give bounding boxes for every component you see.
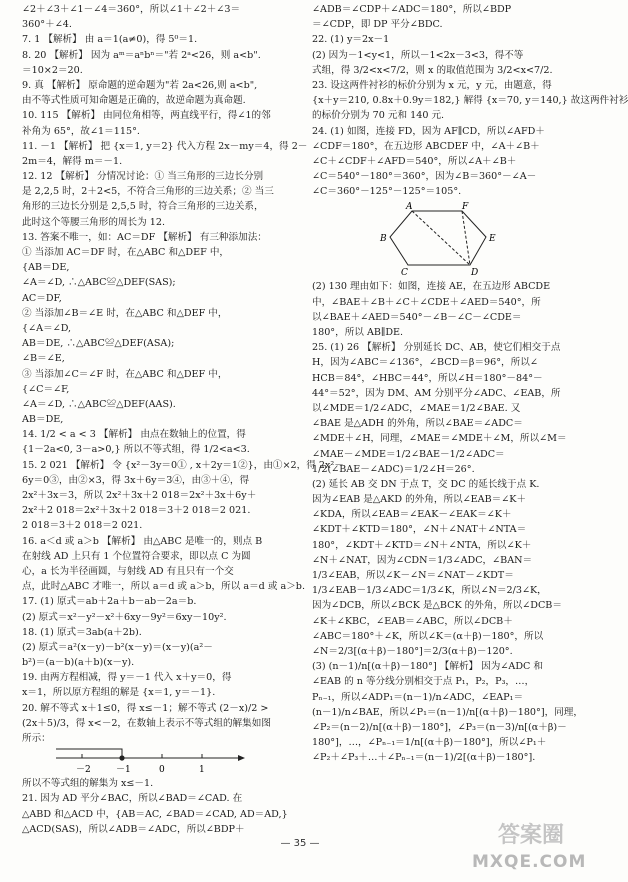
text-line: 因为∠EAB 是△AKD 的外角，所以∠EAB＝∠K＋ bbox=[312, 494, 527, 506]
text-line: {x＋y＝210, 0.8x＋0.9y＝182,} 解得 {x＝70, y＝140,} 故这两件衬衫 bbox=[312, 95, 628, 107]
text-line: b²)＝(a－b)(a＋b)(x－y). bbox=[22, 657, 135, 669]
text-line: 10. 115 【解析】 由同位角相等，两直线平行，得∠1的邻 bbox=[22, 110, 271, 122]
text-line: 因为∠DCB，所以∠BCK 是△BCK 的外角，所以∠DCB＝ bbox=[312, 600, 562, 612]
text-line: 22. (1) y＝2x－1 bbox=[312, 34, 390, 46]
text-line: 21. 因为 AD 平分∠BAC，所以∠BAD＝∠CAD. 在 bbox=[22, 793, 243, 805]
text-line: 24. (1) 如图，连接 FD，因为 AF∥CD，所以∠AFD＋ bbox=[312, 125, 545, 137]
text-line: 180°，所以 AB∥DE. bbox=[312, 327, 404, 338]
text-line: (2) 原式＝x²－y²－x²＋6xy－9y²＝6xy－10y². bbox=[22, 611, 227, 623]
text-line: ② 当添加∠B＝∠E 时，在△ABC 和△DEF 中， bbox=[22, 307, 228, 319]
vertex-label: E bbox=[489, 234, 496, 245]
text-line: ∠MAE－∠MDE＝1/2∠BAE－1/2∠ADC＝ bbox=[312, 448, 505, 460]
tick-label: －2 bbox=[76, 765, 91, 776]
text-line: {1－2a<0, 3－a>0,} 所以不等式组，得 1/2<a<3. bbox=[22, 444, 250, 456]
text-line: H，因为∠ABC＝∠136°，∠BCD＝β＝96°，所以∠ bbox=[312, 357, 538, 369]
text-line: 13. 答案不唯一，如：AC＝DF 【解析】 有三种添加法： bbox=[22, 231, 267, 243]
hexagon-diagram-svg bbox=[374, 201, 514, 277]
text-line: 2 018＝3＋2 018＝2 021. bbox=[22, 520, 143, 532]
text-line: (2) 原式＝a²(x－y)－b²(x－y)＝(x－y)(a²－ bbox=[22, 641, 213, 653]
text-line: 7. 1 【解析】 由 a＝1(a≠0)，得 5⁰＝1. bbox=[22, 34, 198, 46]
text-line: (3) (n－1)/n[(α＋β)－180°] 【解析】 因为∠ADC 和 bbox=[312, 661, 544, 673]
left-column bbox=[22, 2, 344, 837]
text-line: ＝∠CDP，即 DP 平分∠BDC. bbox=[312, 19, 443, 31]
text-line: ∠KDA，所以∠EAB＝∠EAK－∠EAK＝∠K＋ bbox=[312, 509, 512, 521]
text-line: ∠P₂＋∠P₃＋…＋∠Pₙ₋₁＝(n－1)/2[(α＋β)－180°]. bbox=[312, 752, 536, 764]
text-line: ∠N＋∠NAT，因为∠CDN＝1/3∠ADC，∠BAN＝ bbox=[312, 554, 533, 566]
vertex-label: C bbox=[401, 268, 408, 279]
text-line: 角形的三边长分别是 2,5,5 时，符合三角形的三边关系， bbox=[22, 201, 264, 213]
text-line: ∠MDE＋∠H，同理，∠MAE＝∠MDE＋∠M，所以∠M＝ bbox=[312, 433, 567, 445]
text-line: 18. (1) 原式＝3ab(a＋2b). bbox=[22, 626, 142, 638]
text-line: 12. 12 【解析】 分情况讨论：① 当三角形的三边长分别 bbox=[22, 171, 264, 183]
text-line: 所示： bbox=[22, 733, 51, 744]
number-line-figure bbox=[22, 746, 290, 776]
text-line: 心，a 长为半径画圆，与射线 AD 有且只有一个交 bbox=[22, 565, 234, 577]
tick-label: 0 bbox=[159, 765, 165, 776]
text-line: AB＝DE, ∴△ABC≌△DEF(ASA); bbox=[22, 338, 175, 350]
text-line: (n－1)/n∠BAE，所以∠P₁＝(n－1)/n[(α＋β)－180°]，同理， bbox=[312, 706, 583, 718]
tick-label: 1 bbox=[199, 765, 205, 776]
text-line: 23. 设这两件衬衫的标价分别为 x 元，y 元，由题意，得 bbox=[312, 79, 552, 91]
text-line: 是 2,2,5 时，2＋2<5，不符合三角形的三边关系；② 当三 bbox=[22, 186, 274, 198]
number-line-svg bbox=[52, 746, 252, 776]
text-line: (2) 130 理由如下：如图，连接 AE，在五边形 ABCDE bbox=[312, 281, 551, 293]
text-line: 20. 解不等式 x＋1≤0，得 x≤－1；解不等式 (2－x)/2 > bbox=[22, 702, 269, 714]
text-line: 1/3∠EAB，所以∠K－∠N＝∠NAT－∠KDT＝ bbox=[312, 570, 514, 581]
text-line: ∠C＝360°－125°－125°＝105°. bbox=[312, 186, 462, 198]
text-line: {∠C＝∠F, bbox=[22, 383, 70, 395]
text-line: ∠A＝∠D, ∴△ABC≌△DEF(AAS). bbox=[22, 398, 176, 410]
text-line: ∠2＋∠3＋∠1－∠4＝360°，所以∠1＋∠2＋∠3＝ bbox=[22, 4, 241, 15]
vertex-label: A bbox=[406, 202, 413, 213]
text-line: AB＝DE, bbox=[22, 414, 64, 426]
text-line: ∠P₂＝(n－2)/n[(α＋β)－180°]，∠P₃＝(n－3)/n[(α＋β)－ bbox=[312, 721, 567, 733]
text-line: ∠KDT＋∠KTD＝180°，∠N＋∠NAT＋∠NTA＝ bbox=[312, 524, 527, 536]
text-line: 9. 真 【解析】 原命题的逆命题为"若 2a<26,则 a<b", bbox=[22, 79, 258, 91]
text-line: 15. 2 021 【解析】 令 {x²－3y＝0① , x＋2y＝1②}，由①×2，得 2x²－ bbox=[22, 459, 344, 471]
text-line: (2) 延长 AB 交 DN 于点 T，交 DC 的延长线于点 K. bbox=[312, 478, 540, 490]
text-line: 由不等式性质可知命题是正确的，故逆命题为真命题. bbox=[22, 95, 246, 107]
page-number: — 35 — bbox=[280, 838, 320, 849]
right-column bbox=[312, 2, 628, 781]
text-line: 点，此时△ABC 才唯一，所以 a＝d 或 a＞b，所以 a＝d 或 a＞b. bbox=[22, 581, 305, 593]
text-line: 2x²＋2 018＝2x²＋3x＋2 018＝3＋2 018＝2 021. bbox=[22, 505, 251, 517]
text-line: 此时这个等腰三角形的周长为 12. bbox=[22, 216, 166, 228]
text-line: 180°]，…，∠Pₙ₋₁＝1/n[(α＋β)－180°]，所以∠P₁＋ bbox=[312, 737, 547, 749]
text-line: 在射线 AD 上只有 1 个位置符合要求，即以点 C 为圆 bbox=[22, 550, 251, 562]
text-line: 6y＝0③，由②×3，得 3x＋6y＝3④，由③＋④，得 bbox=[22, 474, 250, 486]
vertex-label: B bbox=[380, 234, 387, 245]
text-line: ∠CDF＝180°，在五边形 ABCDEF 中，∠A＋∠B＋ bbox=[312, 140, 540, 152]
text-line: HCB＝84°，∠HBC＝44°，所以∠H＝180°－84°－ bbox=[312, 372, 543, 384]
text-line: 2m＝4，解得 m＝－1. bbox=[22, 155, 123, 167]
text-line: 17. (1) 原式＝ab＋2a＋b－ab－2a＝b. bbox=[22, 596, 197, 608]
tick-label: －1 bbox=[116, 765, 131, 776]
text-line: ∠N＝2/3[(α＋β)－180°]＝2/3(α＋β)－120°. bbox=[312, 645, 513, 657]
text-line: 44°＝52°，因为 DM、AM 分别平分∠ADC、∠EAB，所 bbox=[312, 387, 561, 399]
text-line: 2x²＋3x＝3，所以 2x²＋3x＋2 018＝2x²＋3x＋6y＋ bbox=[22, 490, 257, 501]
text-line: 以∠BAE＋∠AED＝540°－∠B－∠C－∠CDE＝ bbox=[312, 311, 522, 323]
text-line: ① 当添加 AC＝DF 时，在△ABC 和△DEF 中， bbox=[22, 247, 230, 258]
vertex-label: D bbox=[471, 268, 479, 279]
text-line: ∠C＝540°－180°＝360°，因为∠B＝360°－∠A－ bbox=[312, 171, 537, 183]
watermark-url: MXQE.COM bbox=[472, 852, 587, 872]
text-line: 360°＋∠4. bbox=[22, 19, 72, 31]
text-line: ∠A＝∠D, ∴△ABC≌△DEF(SAS); bbox=[22, 277, 176, 289]
text-line: AC＝DF, bbox=[22, 292, 62, 304]
text-line: 16. a＜d 或 a＞b 【解析】 由△ABC 是唯一的，则点 B bbox=[22, 535, 263, 547]
text-line: 14. 1/2 < a < 3 【解析】 由点在数轴上的位置，得 bbox=[22, 429, 246, 441]
text-line bbox=[312, 765, 584, 780]
text-line: ∠C＋∠CDF＋∠AFD＝540°，所以∠A＋∠B＋ bbox=[312, 155, 517, 167]
watermark-logo: 答案圈 bbox=[498, 823, 565, 848]
text-line: △ACD(SAS)，所以∠ADB＝∠ADC，所以∠BDP＋ bbox=[22, 823, 245, 835]
text-line: {∠A＝∠D, bbox=[22, 322, 72, 334]
text-line: 以∠MDE＝1/2∠ADC，∠MAE＝1/2∠BAE. 又 bbox=[312, 402, 521, 414]
text-line: ∠K＋∠KBC，∠EAB＝∠ABC，所以∠DCB＋ bbox=[312, 615, 513, 627]
text-line: ＝10×2＝20. bbox=[22, 64, 83, 76]
text-line: {AB＝DE, bbox=[22, 262, 70, 274]
text-line: 中，∠BAE＋∠B＋∠C＋∠CDE＋∠AED＝540°，所 bbox=[312, 296, 541, 308]
text-line: 所以不等式组的解集为 x≤－1. bbox=[22, 778, 154, 790]
text-line: 补角为 65°，故∠1＝115°. bbox=[22, 125, 140, 137]
text-line: ∠ABC＝180°＋∠K，所以∠K＝(α＋β)－180°，所以 bbox=[312, 630, 544, 642]
text-line: 180°，∠KDT＋∠KTD＝∠N＋∠NTA，所以∠K＋ bbox=[312, 539, 532, 551]
text-line: 8. 20 【解析】 因为 aᵐ＝aⁿbⁿ＝"若 2ᵃ<26，则 a<b". bbox=[22, 49, 261, 61]
text-line: 1/2(∠BAE－∠ADC)＝1/2∠H＝26°. bbox=[312, 463, 475, 475]
text-line: ③ 当添加∠C＝∠F 时，在△ABC 和△DEF 中， bbox=[22, 368, 228, 380]
text-line: ∠EAB 的 n 等分线分别相交于点 P₁，P₂，P₃，…， bbox=[312, 676, 535, 688]
text-line: 19. 由两方程相减，得 y＝－1 代入 x＋y＝0，得 bbox=[22, 672, 232, 684]
text-line: 11. －1 【解析】 把 {x＝1, y＝2} 代入方程 2x－my＝4，得 2－ bbox=[22, 140, 308, 152]
vertex-label: F bbox=[462, 202, 469, 213]
text-line: (2) 因为－1<y<1，所以－1<2x－3<3，得不等 bbox=[312, 49, 524, 61]
text-line: 1/3∠EAB－1/3∠ADC＝1/3∠K，所以∠N＝2/3∠K， bbox=[312, 585, 547, 597]
pentagon-figure bbox=[312, 201, 584, 277]
text-line: 25. (1) 26 【解析】 分别延长 DC、AB，使它们相交于点 bbox=[312, 342, 561, 354]
text-line: △ABD 和△ACD 中，{AB＝AC, ∠BAD＝∠CAD, AD＝AD,} bbox=[22, 808, 288, 820]
text-line: (2x＋5)/3，得 x<－2，在数轴上表示不等式组的解集如图 bbox=[22, 717, 271, 729]
text-line: 式组，得 3/2<x<7/2，则 x 的取值范围为 3/2<x<7/2. bbox=[312, 64, 553, 76]
text-line: 的标价分别为 70 元和 140 元. bbox=[312, 110, 445, 122]
text-line: Pₙ₋₁，所以∠ADP₁＝(n－1)/n∠ADC，∠EAP₁＝ bbox=[312, 691, 524, 703]
text-line: ∠BAE 是△ADH 的外角，所以∠BAE＝∠ADC＝ bbox=[312, 418, 523, 430]
text-line: ∠ADB＝∠CDP＋∠ADC＝180°，所以∠BDP bbox=[312, 4, 512, 15]
text-line: x＝1，所以原方程组的解是 {x＝1, y＝－1}. bbox=[22, 687, 216, 699]
text-line: ∠B＝∠E, bbox=[22, 353, 65, 365]
